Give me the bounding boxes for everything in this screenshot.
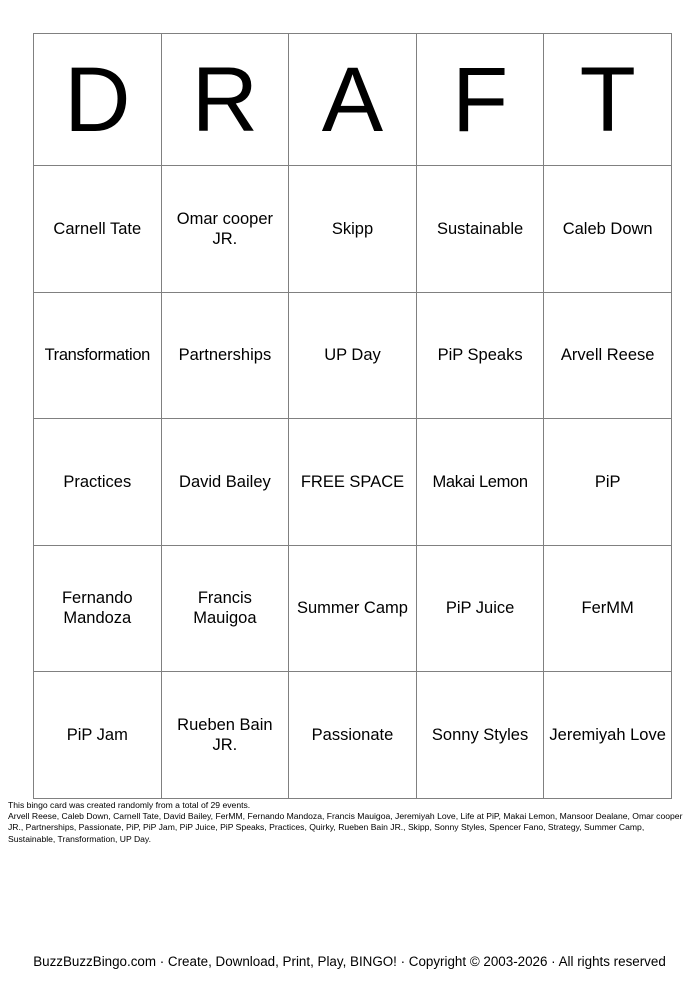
bingo-cell[interactable]	[161, 292, 289, 419]
bingo-cell-label: Carnell Tate	[53, 219, 142, 238]
bingo-cell[interactable]	[289, 545, 417, 672]
bingo-cell[interactable]	[34, 419, 162, 546]
bingo-grid	[33, 33, 672, 799]
bingo-row	[34, 545, 672, 672]
bingo-cell-label: Fernando Mandoza	[61, 589, 133, 628]
bingo-cell[interactable]	[161, 419, 289, 546]
bingo-cell[interactable]	[34, 166, 162, 293]
bingo-header-row	[34, 34, 672, 166]
bingo-cell-label: Makai Lemon	[432, 472, 528, 491]
header-letter-4: T	[579, 48, 636, 151]
bingo-cell-label: PiP Juice	[445, 599, 515, 618]
bingo-cell-label: Partnerships	[178, 346, 272, 365]
bingo-cell[interactable]	[161, 672, 289, 799]
header-cell-2	[289, 34, 417, 166]
bingo-row	[34, 419, 672, 546]
bingo-free-cell[interactable]	[289, 419, 417, 546]
page-footer	[0, 953, 699, 971]
bingo-cell[interactable]	[416, 292, 544, 419]
bingo-cell-label: Omar cooper JR.	[176, 209, 274, 248]
bingo-cell-label: Francis Mauigoa	[193, 589, 257, 628]
bingo-cell[interactable]	[161, 166, 289, 293]
header-cell-4	[544, 34, 672, 166]
bingo-cell[interactable]	[34, 672, 162, 799]
footnote	[8, 800, 691, 845]
bingo-cell-label: Sustainable	[436, 219, 524, 238]
bingo-cell[interactable]	[289, 672, 417, 799]
footer-text: BuzzBuzzBingo.com · Create, Download, Print, Play, BINGO! · Copyright © 2003-2026 · All rights reserved	[33, 954, 666, 969]
bingo-cell[interactable]	[289, 166, 417, 293]
bingo-cell-label: Jeremiyah Love	[549, 725, 666, 744]
bingo-cell-label: Passionate	[311, 725, 394, 744]
bingo-cell[interactable]	[544, 166, 672, 293]
bingo-row	[34, 292, 672, 419]
bingo-row	[34, 166, 672, 293]
bingo-cell[interactable]	[544, 672, 672, 799]
bingo-cell[interactable]	[161, 545, 289, 672]
bingo-cell-label: David Bailey	[179, 472, 271, 491]
bingo-cell-label: Rueben Bain JR.	[177, 715, 273, 754]
bingo-cell-label: FerMM	[581, 599, 634, 618]
header-cell-1	[161, 34, 289, 166]
bingo-cell-label: Summer Camp	[297, 599, 408, 618]
bingo-cell[interactable]	[416, 419, 544, 546]
bingo-cell[interactable]	[34, 545, 162, 672]
bingo-cell-label: UP Day	[324, 346, 381, 365]
bingo-cell-label: PiP	[594, 472, 621, 491]
bingo-cell-label: Transformation	[44, 346, 151, 365]
bingo-cell-label: Caleb Down	[562, 219, 653, 238]
bingo-cell-label: Arvell Reese	[560, 346, 655, 365]
bingo-cell[interactable]	[416, 545, 544, 672]
header-cell-0	[34, 34, 162, 166]
bingo-row	[34, 672, 672, 799]
bingo-cell-label: Skipp	[331, 219, 374, 238]
footnote-summary: This bingo card was created randomly from a total of 29 events.	[8, 800, 251, 810]
bingo-cell[interactable]	[416, 672, 544, 799]
header-letter-3: F	[451, 48, 509, 151]
bingo-cell[interactable]	[289, 292, 417, 419]
bingo-cell[interactable]	[34, 292, 162, 419]
header-letter-1: R	[191, 48, 259, 151]
header-letter-0: D	[64, 48, 131, 151]
footnote-event-list: Arvell Reese, Caleb Down, Carnell Tate, David Bailey, FerMM, Fernando Mandoza, Francis Mauigoa, Jeremiyah Love, Life at PiP, Makai Lemon, Mansoor Dealane, Omar cooper JR., Partnerships, Passionate, PiP, PiP Jam, PiP Juice, PiP Speaks, Practices, Quirky, Rueben Bain JR., Skipp, Sonny Styles, Spencer Fano, Strategy, Summer Camp, Sustainable, Transformation, UP Day.	[8, 811, 683, 844]
bingo-free-space-label: FREE SPACE	[300, 472, 405, 491]
header-cell-3	[416, 34, 544, 166]
bingo-cell-label: PiP Speaks	[437, 346, 523, 365]
bingo-cell[interactable]	[544, 545, 672, 672]
bingo-cell-label: Sonny Styles	[431, 725, 529, 744]
header-letter-2: A	[321, 48, 384, 151]
bingo-cell-label: Practices	[63, 472, 132, 491]
bingo-cell-label: PiP Jam	[66, 725, 128, 744]
bingo-cell[interactable]	[544, 292, 672, 419]
bingo-cell[interactable]	[544, 419, 672, 546]
bingo-cell[interactable]	[416, 166, 544, 293]
